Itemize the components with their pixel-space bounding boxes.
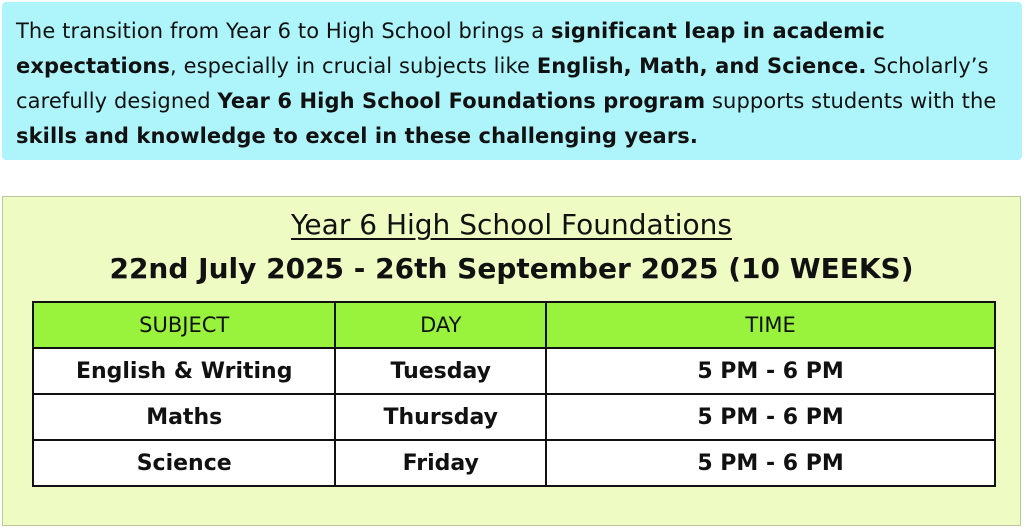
intro-highlight-expectations: significant leap in academic expectations	[16, 19, 885, 78]
header-day: DAY	[335, 302, 546, 348]
table-header-row	[33, 302, 995, 348]
schedule-dates: 22nd July 2025 - 26th September 2025 (10 WEEKS)	[109, 252, 914, 285]
cell-time: 5 PM - 6 PM	[546, 348, 995, 394]
cell-subject: Science	[33, 440, 335, 486]
intro-highlight-subjects: English, Math, and Science.	[536, 54, 867, 78]
cell-subject: English & Writing	[33, 348, 335, 394]
cell-day: Friday	[335, 440, 546, 486]
intro-text-3: Scholarly’s carefully designed	[16, 54, 989, 113]
cell-time: 5 PM - 6 PM	[546, 394, 995, 440]
cell-time: 5 PM - 6 PM	[546, 440, 995, 486]
intro-text-2: , especially in crucial subjects like	[170, 54, 537, 78]
cell-day: Tuesday	[335, 348, 546, 394]
intro-highlight-program: Year 6 High School Foundations program	[217, 89, 706, 113]
schedule-panel	[2, 196, 1021, 526]
cell-subject: Maths	[33, 394, 335, 440]
table-row	[33, 348, 995, 394]
table-row	[33, 394, 995, 440]
schedule-title: Year 6 High School Foundations	[291, 208, 732, 241]
cell-day: Thursday	[335, 394, 546, 440]
intro-text-1: The transition from Year 6 to High School brings a	[16, 19, 551, 43]
schedule-table	[32, 301, 996, 487]
header-time: TIME	[546, 302, 995, 348]
intro-text-4: supports students with the	[705, 89, 997, 113]
table-row	[33, 440, 995, 486]
header-subject: SUBJECT	[33, 302, 335, 348]
intro-paragraph	[2, 2, 1022, 160]
intro-highlight-skills: skills and knowledge to excel in these challenging years.	[16, 124, 698, 148]
